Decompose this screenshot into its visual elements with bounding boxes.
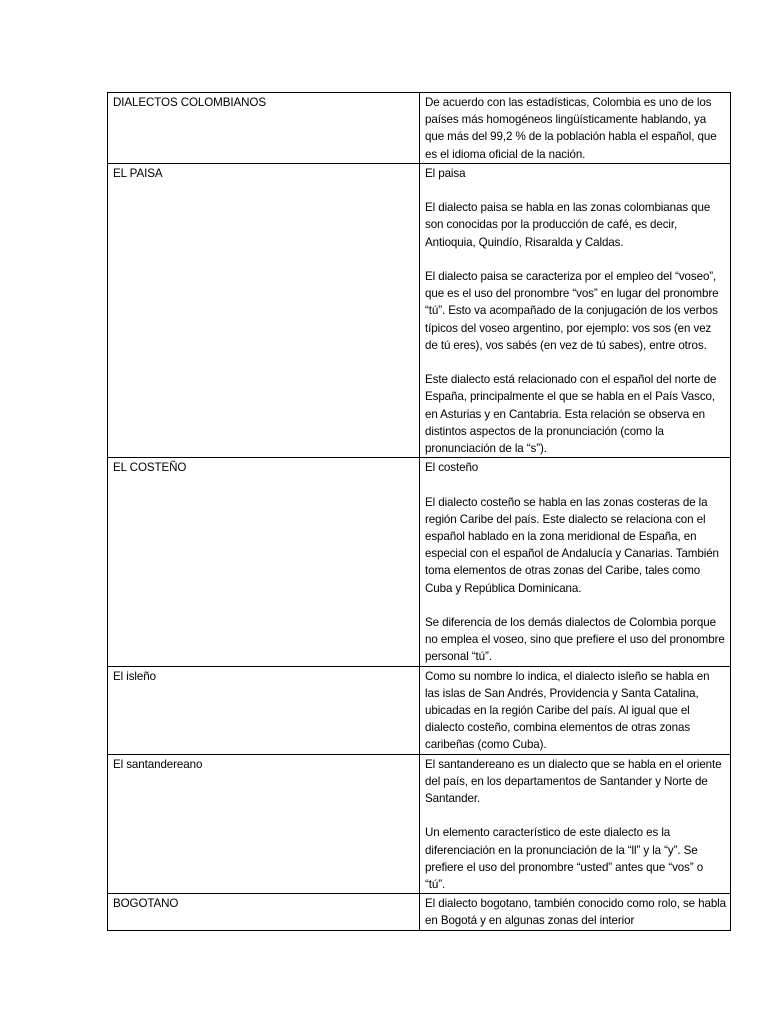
dialects-table-body [108, 93, 731, 931]
dialect-name-cell: El isleño [108, 666, 420, 754]
description-paragraph: Como su nombre lo indica, el dialecto isleño se habla en las islas de San Andrés, Providencia y Santa Catalina, ubicadas en la región Caribe del país. Al igual que el dialecto costeño, combina elementos de otras zonas caribeñas (como Cuba). [425, 669, 710, 752]
table-row [108, 666, 731, 754]
description-paragraph: El paisa [425, 166, 466, 180]
table-row [108, 894, 731, 930]
dialects-table [107, 92, 731, 931]
description-paragraph: Un elemento característico de este dialecto es la diferenciación en la pronunciación de la “ll” y la “y”. Se prefiere el uso del pronombre “usted” antes que “vos” o “tú”. [425, 826, 704, 892]
dialect-description-cell [420, 666, 731, 754]
dialect-name-cell: DIALECTOS COLOMBIANOS [108, 93, 420, 164]
description-paragraph: El dialecto costeño se habla en las zonas costeras de la región Caribe del país. Este dialecto se relaciona con el español hablado en la zona meridional de España, en especial con el español de Andalucía y Canarias. También toma elementos de otras zonas del Caribe, tales como Cuba y República Dominicana. [425, 495, 719, 595]
dialect-description-cell [420, 163, 731, 457]
dialect-description-cell [420, 894, 731, 930]
dialect-name-cell: BOGOTANO [108, 894, 420, 930]
table-row [108, 458, 731, 666]
description-paragraph: El costeño [425, 461, 479, 475]
description-paragraph: De acuerdo con las estadísticas, Colombia es uno de los países más homogéneos lingüísticamente hablando, ya que más del 99,2 % de la población habla el español, que es el idioma oficial de la nación. [425, 96, 717, 161]
description-paragraph: Se diferencia de los demás dialectos de Colombia porque no emplea el voseo, sino que prefiere el uso del pronombre personal “tú”. [425, 616, 725, 664]
table-row [108, 754, 731, 894]
description-paragraph: El santandereano es un dialecto que se habla en el oriente del país, en los departamentos de Santander y Norte de Santander. [425, 757, 722, 806]
dialect-description-cell [420, 458, 731, 666]
table-row [108, 163, 731, 457]
description-paragraph: Este dialecto está relacionado con el español del norte de España, principalmente el que se habla en el País Vasco, en Asturias y en Cantabria. Esta relación se observa en distintos aspectos de la pronunciación (como la pronunciación de la “s”). [425, 373, 717, 456]
dialect-description-cell [420, 754, 731, 894]
description-paragraph: El dialecto paisa se habla en las zonas colombianas que son conocidas por la producción de café, es decir, Antioquia, Quindío, Risaralda y Caldas. [425, 201, 711, 249]
dialect-name-cell: EL PAISA [108, 163, 420, 457]
table-row [108, 93, 731, 164]
dialect-description-cell [420, 93, 731, 164]
dialect-name-cell: EL COSTEÑO [108, 458, 420, 666]
dialect-name-cell: El santandereano [108, 754, 420, 894]
description-paragraph: El dialecto paisa se caracteriza por el empleo del “voseo”, que es el uso del pronombre “vos” en lugar del pronombre “tú”. Esto va acompañado de la conjugación de los verbos típicos del voseo argentino, por ejemplo: vos sos (en vez de tú eres), vos sabés (en vez de tú sabes), entre otros. [425, 270, 719, 352]
description-paragraph: El dialecto bogotano, también conocido como rolo, se habla en Bogotá y en algunas zonas del interior [425, 897, 726, 928]
